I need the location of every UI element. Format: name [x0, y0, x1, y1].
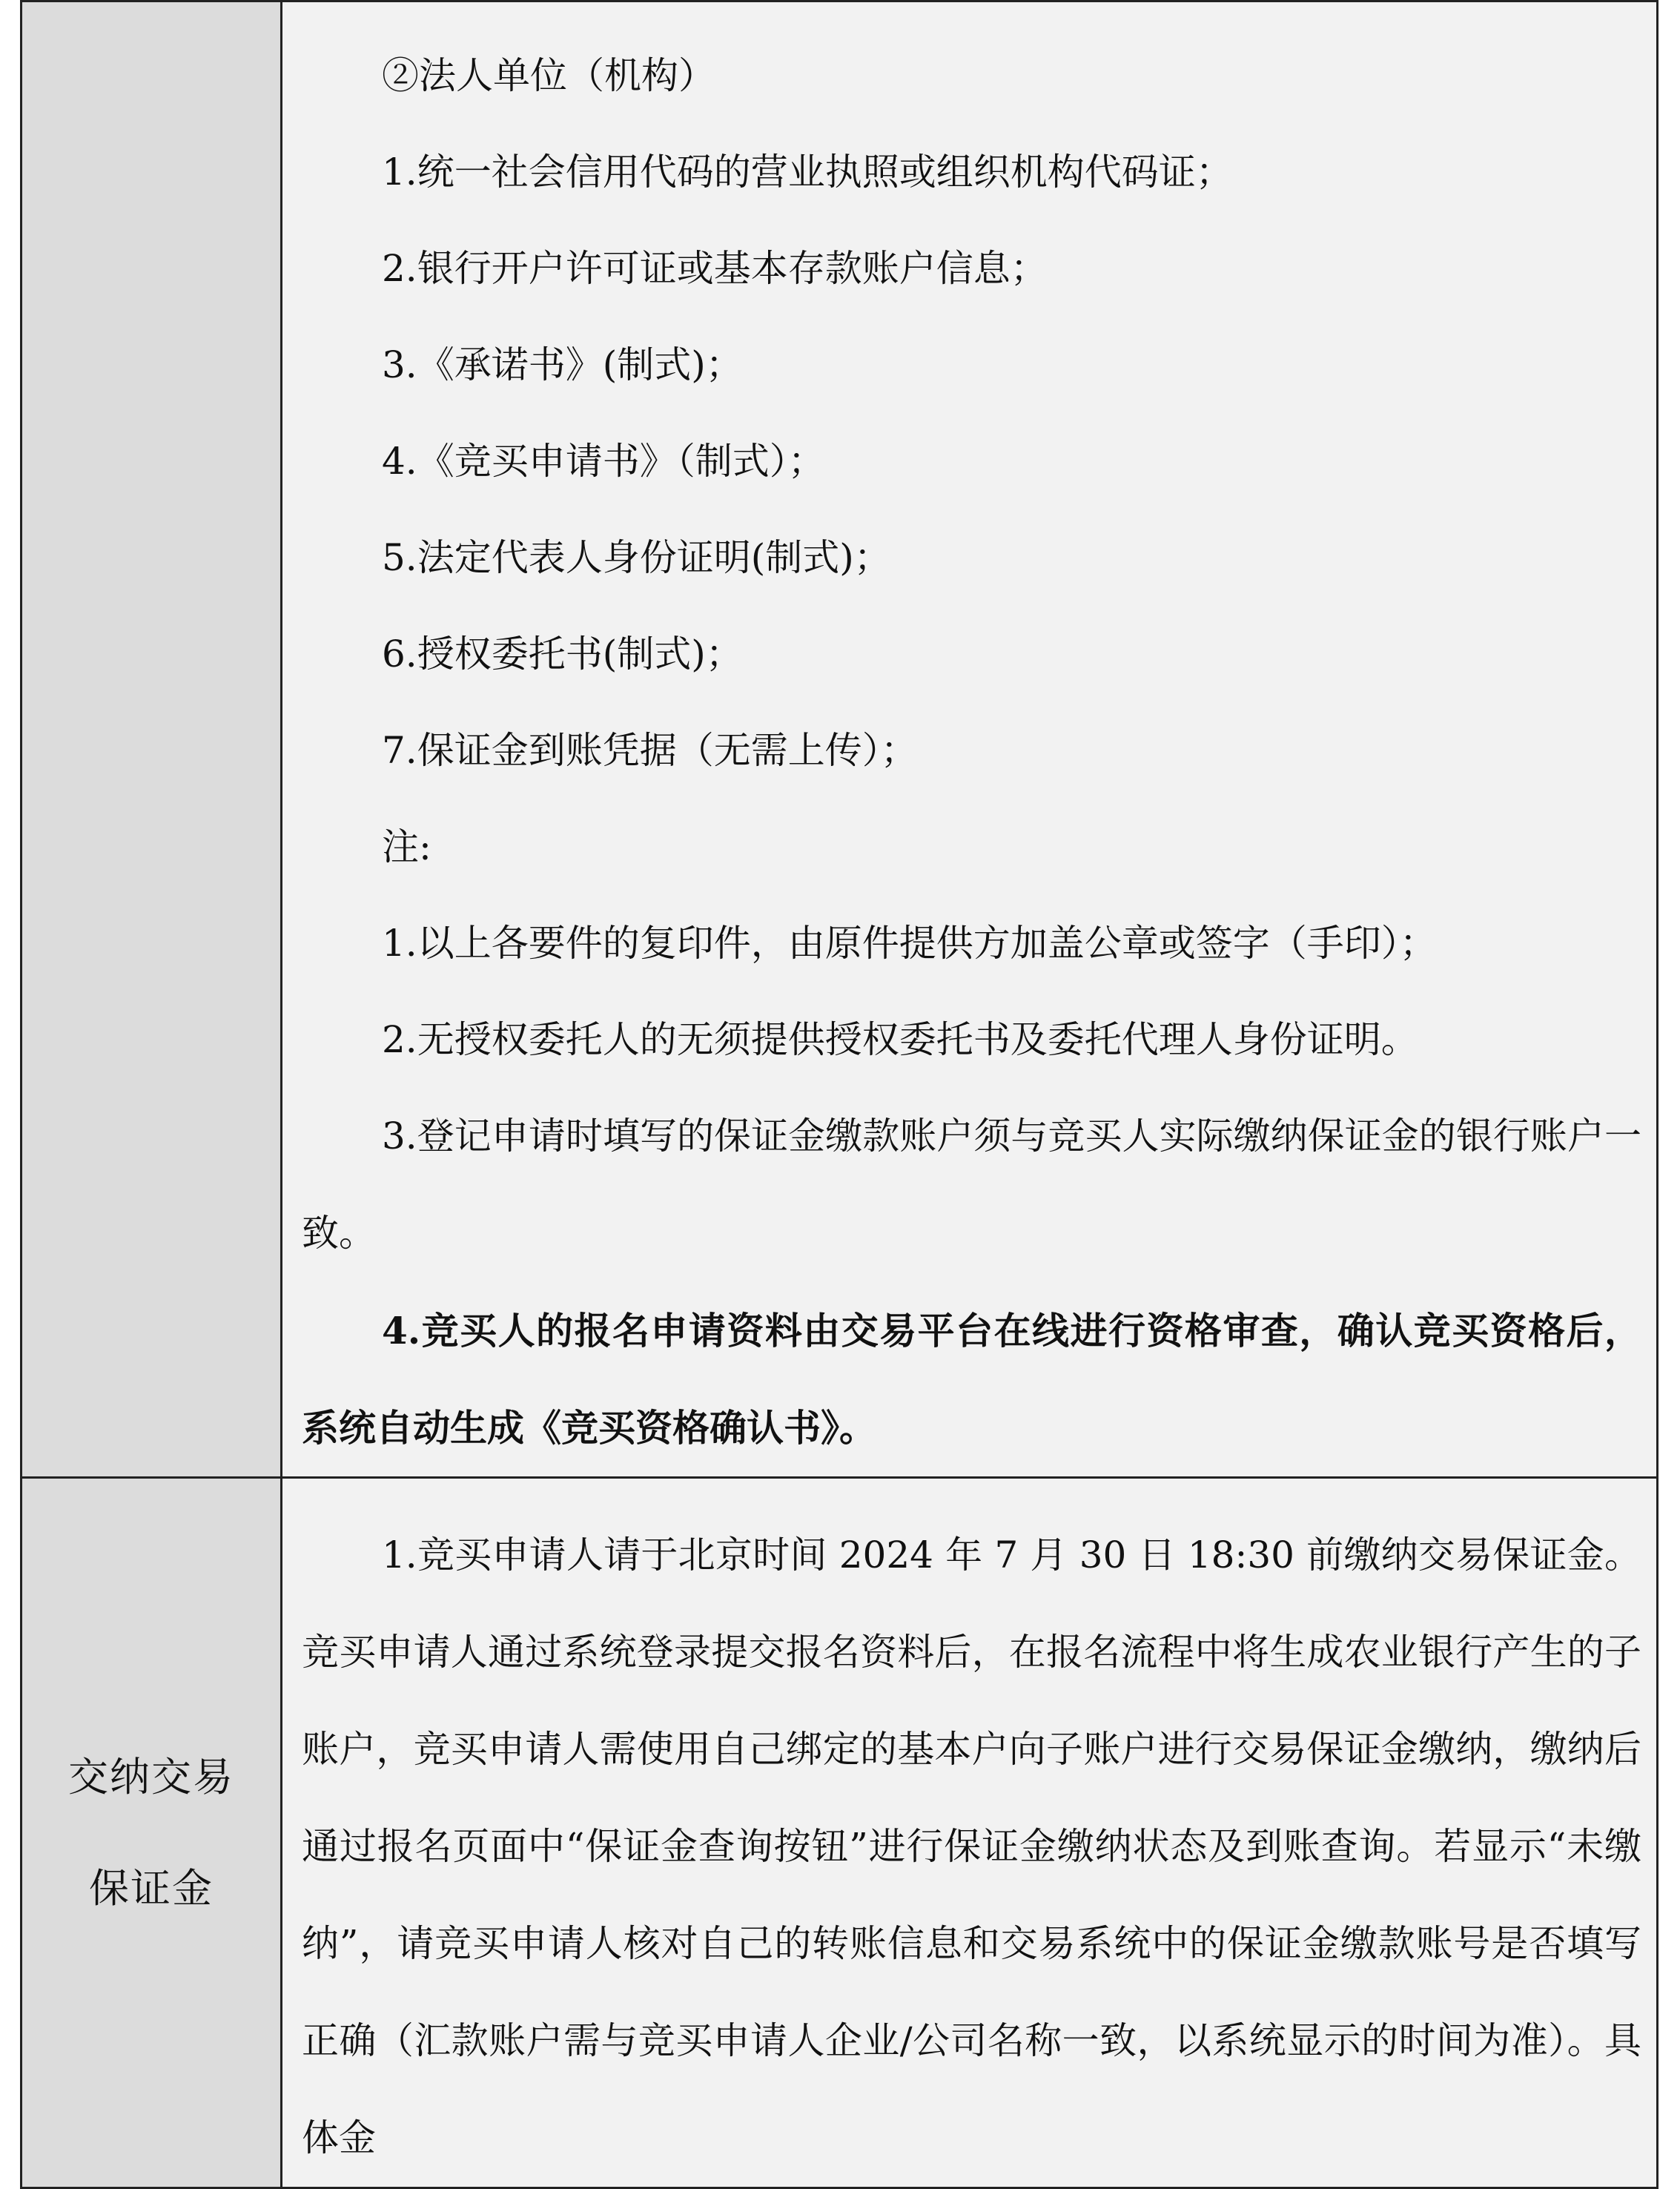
row-content-cell [282, 1, 1658, 1478]
note-heading: 注: [382, 825, 431, 868]
deposit-label-cell [22, 1478, 282, 2188]
list-item: 7.保证金到账凭据（无需上传）； [382, 729, 918, 772]
list-item: 6.授权委托书(制式)； [382, 633, 743, 676]
deposit-paragraph: 1.竞买申请人请于北京时间 2024 年 7 月 30 日 18:30 前缴纳交易保证金。竞买申请人通过系统登录提交报名资料后，在报名流程中将生成农业银行产生的子账户，竞买申请人需使用自己绑定的基本户向子账户进行交易保证金缴纳，缴纳后通过报名页面中“保证金查询按钮”进行保证金缴纳状态及到账查询。若显示“未缴纳”，请竞买申请人核对自己的转账信息和交易系统中的保证金缴款账号是否填写正确（汇款账户需与竞买申请人企业/公司名称一致，以系统显示的时间为准）。具体金 [302, 1533, 1641, 2159]
table-row [22, 1, 1658, 1478]
list-item: 1.统一社会信用代码的营业执照或组织机构代码证； [382, 151, 1233, 194]
note-item: 2.无授权委托人的无须提供授权委托书及委托代理人身份证明。 [382, 1018, 1418, 1061]
list-item: 3.《承诺书》(制式)； [382, 343, 743, 386]
deposit-content-cell [282, 1478, 1658, 2188]
note-item: 1.以上各要件的复印件，由原件提供方加盖公章或签字（手印）； [382, 922, 1437, 965]
list-item: 4.《竞买申请书》（制式）； [382, 440, 825, 483]
requirements-table [20, 0, 1658, 2189]
list-item: 5.法定代表人身份证明(制式)； [382, 536, 891, 579]
deposit-label-line1: 交纳交易 [68, 1753, 234, 1800]
note-item-bold: 4.竞买人的报名申请资料由交易平台在线进行资格审查，确认竞买资格后，系统自动生成《竞买资格确认书》。 [302, 1309, 1641, 1450]
entity-type-heading: ②法人单位（机构） [382, 54, 715, 97]
deposit-label-line2: 保证金 [89, 1864, 214, 1912]
deposit-instructions [282, 1479, 1656, 2187]
legal-entity-requirements [282, 2, 1656, 1476]
row-label-cell [22, 1, 282, 1478]
note-item: 3.登记申请时填写的保证金缴款账户须与竞买人实际缴纳保证金的银行账户一致。 [302, 1115, 1641, 1255]
list-item: 2.银行开户许可证或基本存款账户信息； [382, 247, 1048, 290]
table-row [22, 1478, 1658, 2188]
